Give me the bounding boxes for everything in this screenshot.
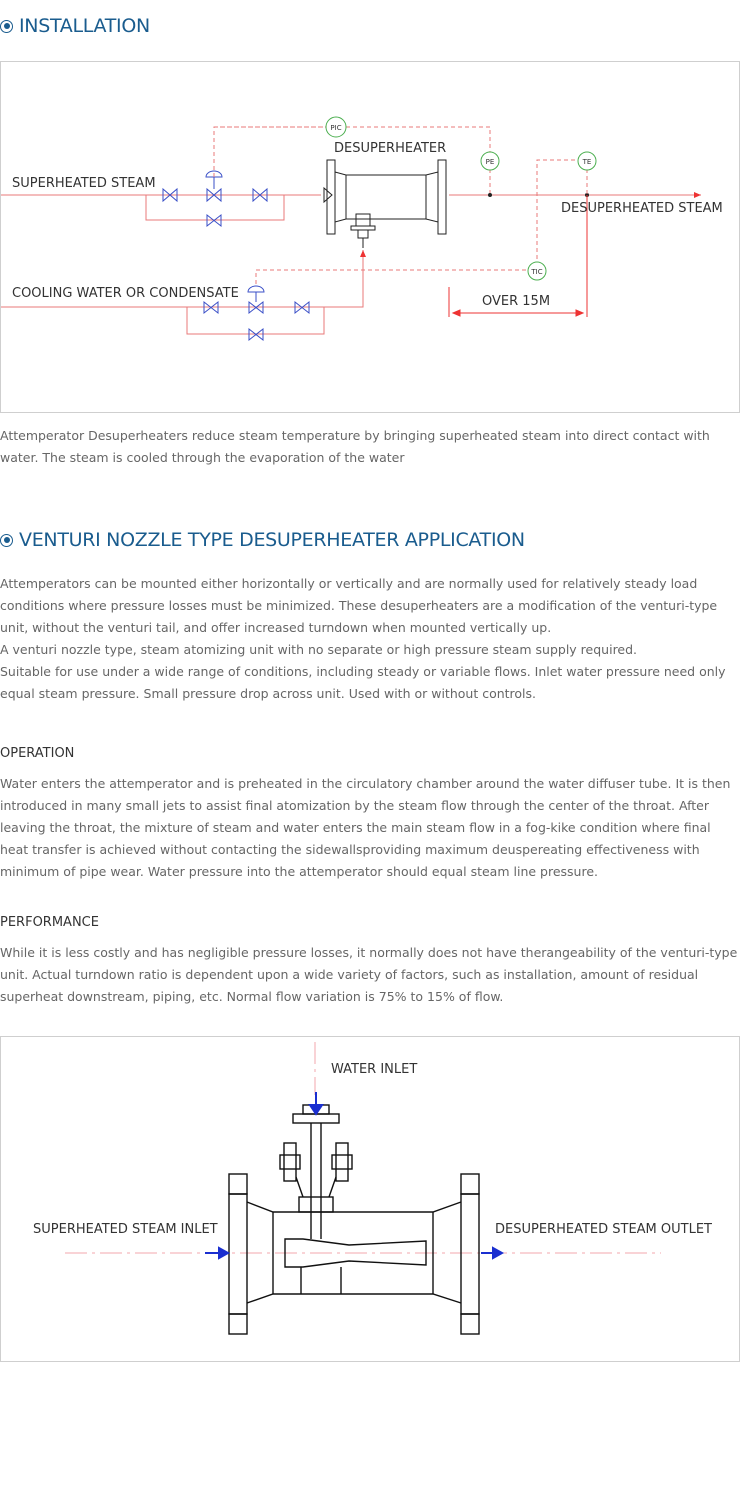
desuperheater-unit-svg <box>1 1037 739 1361</box>
performance-heading: PERFORMANCE <box>0 915 99 930</box>
over-15m-label: OVER 15M <box>482 294 551 309</box>
application-paragraph: Attemperators can be mounted either horizontally or vertically and are normally used for relatively steady load conditions where pressure losses must be minimized. These desuperheaters are a modification of the venturi-type unit, without the venturi tail, and offer increased turndown when mounted vertically up. <box>0 576 718 635</box>
tic-label: TIC <box>531 268 543 276</box>
application-paragraph: Suitable for use under a wide range of conditions, including steady or variable flows. Inlet water pressure need only equal steam pressure. Small pressure drop across unit. Used with or without controls. <box>0 664 726 701</box>
desuperheater-body <box>327 160 446 248</box>
desuperheated-steam-label: DESUPERHEATED STEAM <box>561 201 723 216</box>
installation-diagram <box>0 61 740 413</box>
steam-valves <box>163 171 267 226</box>
pic-label: PIC <box>330 124 342 132</box>
application-title: VENTURI NOZZLE TYPE DESUPERHEATER APPLICATION <box>0 526 525 554</box>
installation-caption: Attemperator Desuperheaters reduce steam temperature by bringing superheated steam into direct contact with water. The steam is cooled through the evaporation of the water <box>0 428 710 465</box>
bullet-icon <box>0 534 13 547</box>
application-paragraph: A venturi nozzle type, steam atomizing unit with no separate or high pressure steam supply required. <box>0 642 638 657</box>
superheated-steam-label: SUPERHEATED STEAM <box>12 176 156 191</box>
performance-text: While it is less costly and has negligible pressure losses, it normally does not have therangeability of the venturi-type unit. Actual turndown ratio is dependent upon a wide variety of factors, such as installation, amount of residual superheat downstream, piping, etc. Normal flow variation is 75% to 15% of flow. <box>0 945 738 1004</box>
installation-title: INSTALLATION <box>0 12 150 40</box>
te-label: TE <box>582 158 592 166</box>
cooling-water-label: COOLING WATER OR CONDENSATE <box>12 286 239 301</box>
application-text <box>0 573 740 705</box>
operation-heading: OPERATION <box>0 746 75 761</box>
operation-text: Water enters the attemperator and is preheated in the circulatory chamber around the water diffuser tube. It is then introduced in many small jets to assist final atomization by the steam flow through the center of the throat. After leaving the throat, the mixture of steam and water enters the main steam flow in a fog-kike condition where final heat transfer is achieved without contacting the sidewallsproviding maximum deuspereating effectiveness with minimum of pipe wear. Water pressure into the attemperator should equal steam line pressure. <box>0 776 731 879</box>
flow-arrows <box>205 1092 502 1258</box>
installation-schematic <box>1 62 739 412</box>
steam-inlet-label: SUPERHEATED STEAM INLET <box>33 1222 218 1237</box>
unit-outline <box>229 1105 479 1334</box>
bullet-icon <box>0 20 13 33</box>
water-inlet-label: WATER INLET <box>331 1062 418 1077</box>
steam-outlet-label: DESUPERHEATED STEAM OUTLET <box>495 1222 712 1237</box>
pe-label: PE <box>485 158 495 166</box>
desuperheater-label: DESUPERHEATER <box>334 141 447 156</box>
unit-drawing <box>0 1036 740 1362</box>
